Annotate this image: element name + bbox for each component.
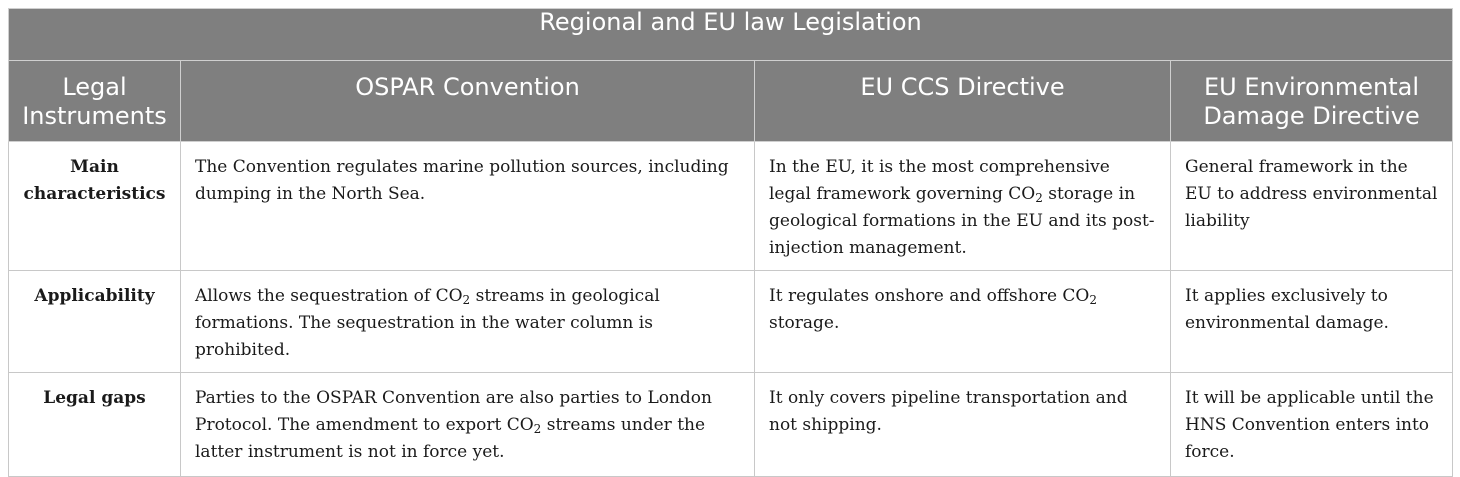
table-row-main-characteristics	[9, 142, 1453, 271]
row-label-main-characteristics	[9, 142, 181, 271]
header-eld-line2: Damage Directive	[1203, 102, 1420, 130]
subscript: 2	[462, 293, 471, 307]
cell-ospar-main-characteristics: The Convention regulates marine pollution sources, including dumping in the North Sea.	[181, 142, 755, 271]
cell-eld-main-characteristics: General framework in the EU to address environmental liability	[1171, 142, 1453, 271]
cell-text: streams under the latter instrument is not in force yet.	[195, 415, 706, 462]
cell-ospar-legal-gaps	[181, 373, 755, 477]
legislation-table	[8, 8, 1453, 477]
cell-text: In the EU, it is the most comprehensive legal framework governing CO	[769, 157, 1110, 204]
header-legal-instruments-line2: Instruments	[22, 102, 167, 130]
table-row-legal-gaps	[9, 373, 1453, 477]
header-legal-instruments-line1: Legal	[62, 73, 127, 101]
header-ospar-convention: OSPAR Convention	[181, 61, 755, 142]
table-title: Regional and EU law Legislation	[9, 9, 1453, 61]
table-row-applicability	[9, 271, 1453, 373]
row-label-applicability: Applicability	[9, 271, 181, 373]
row-label-legal-gaps: Legal gaps	[9, 373, 181, 477]
header-legal-instruments	[9, 61, 181, 142]
cell-eld-legal-gaps: It will be applicable until the HNS Convention enters into force.	[1171, 373, 1453, 477]
subscript: 2	[533, 422, 542, 436]
row-label-line2: characteristics	[23, 184, 166, 204]
header-eu-ccs-directive: EU CCS Directive	[755, 61, 1171, 142]
cell-eld-applicability: It applies exclusively to environmental damage.	[1171, 271, 1453, 373]
row-label-line1: Main	[70, 157, 119, 177]
header-eu-environmental-damage-directive	[1171, 61, 1453, 142]
cell-text: storage.	[769, 313, 840, 333]
cell-ccs-legal-gaps: It only covers pipeline transportation and not shipping.	[755, 373, 1171, 477]
cell-ccs-applicability	[755, 271, 1171, 373]
subscript: 2	[1035, 191, 1043, 205]
cell-text: Allows the sequestration of CO	[195, 286, 463, 306]
cell-text: storage in geological formations in the EU and its post-injection management.	[769, 184, 1155, 258]
cell-text: Parties to the OSPAR Convention are also parties to London Protocol. The amendment to export CO	[195, 388, 712, 435]
cell-text: streams in geological formations. The sequestration in the water column is prohibited.	[195, 286, 660, 360]
subscript: 2	[1089, 293, 1098, 307]
cell-ospar-applicability	[181, 271, 755, 373]
legislation-table-container	[8, 8, 1452, 477]
header-eld-line1: EU Environmental	[1204, 73, 1419, 101]
cell-ccs-main-characteristics	[755, 142, 1171, 271]
cell-text: It regulates onshore and offshore CO	[769, 286, 1090, 306]
